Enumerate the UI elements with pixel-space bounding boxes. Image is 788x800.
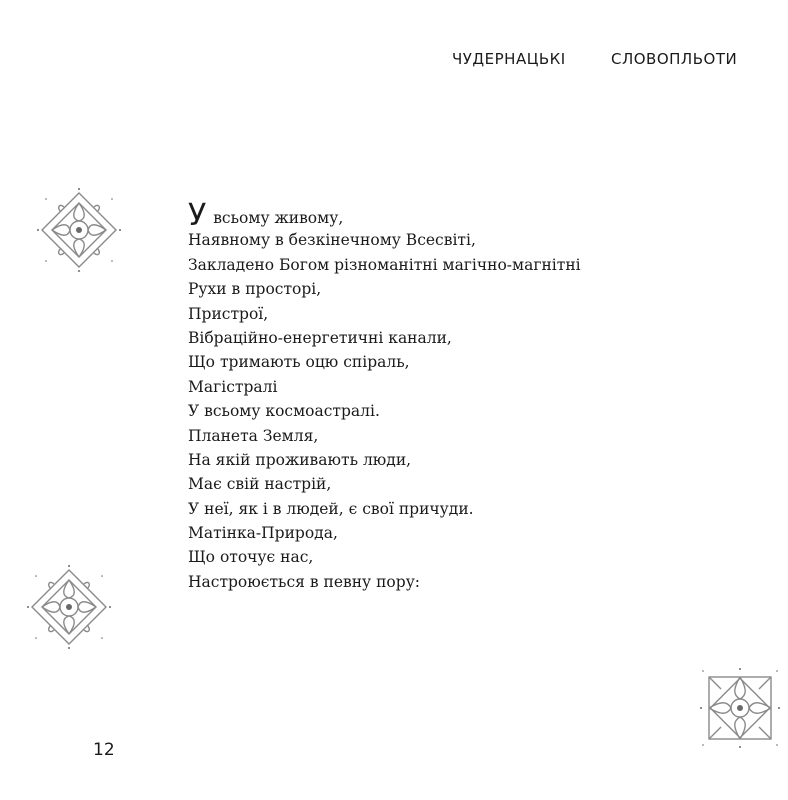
drop-cap: У (188, 198, 207, 233)
poem-line (188, 198, 658, 233)
poem-line: Магістралі (188, 377, 278, 396)
poem-line: Що оточує нас, (188, 548, 314, 567)
header-left-word: ЧУДЕРНАЦЬКІ (452, 50, 566, 68)
page-number: 12 (93, 740, 115, 760)
folk-ornament-icon (695, 663, 785, 753)
poem-line: Закладено Богом різноманітні магічно-магнітні (188, 255, 581, 274)
poem-line: Матінка-Природа, (188, 524, 338, 543)
poem-line: Настроюється в певну пору: (188, 572, 421, 591)
poem-line: Пристрої, (188, 304, 269, 323)
folk-ornament-icon (34, 185, 124, 275)
poem-line: Має свій настрій, (188, 475, 332, 494)
poem-line: У всьому космоастралі. (188, 402, 380, 421)
poem-line: Наявному в безкінечному Всесвіті, (188, 231, 476, 250)
poem-body (188, 198, 658, 594)
poem-line: На якій проживають люди, (188, 450, 412, 469)
header-right-word: СЛОВОПЛЬОТИ (611, 50, 738, 68)
poem-line: Планета Земля, (188, 426, 319, 445)
poem-line: У неї, як і в людей, є свої причуди. (188, 499, 474, 518)
poem-line-text: всьому живому, (208, 209, 344, 227)
poem-line: Що тримають оцю спіраль, (188, 353, 410, 372)
poem-line: Рухи в просторі, (188, 280, 322, 299)
folk-ornament-icon (24, 562, 114, 652)
poem-line: Вібраційно-енергетичні канали, (188, 328, 452, 347)
running-header (452, 50, 737, 68)
